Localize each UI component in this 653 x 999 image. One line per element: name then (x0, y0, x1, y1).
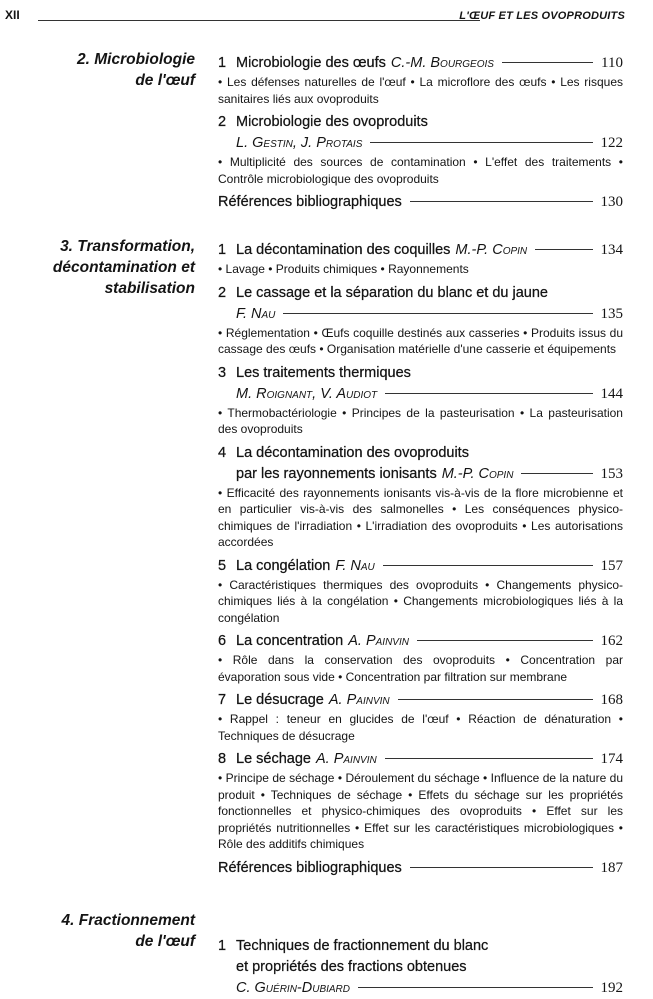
chapter-title: Le désucrage (236, 692, 324, 708)
page-ref: 122 (600, 135, 623, 151)
topic: Changements physico-chimiques liés à la congélation (218, 577, 624, 608)
chapter-list (218, 936, 623, 999)
topic: Lavage (225, 262, 265, 276)
topic: Efficacité des rayonnements ionisants vis-à-vis de la flore microbienne et en particulier vis-à-vis des salmonelles (218, 485, 623, 516)
dot-leader (398, 699, 593, 700)
chapter-title: Microbiologie des œufs (236, 55, 386, 71)
chapter-title: Techniques de fractionnement du blanc (236, 938, 489, 954)
section-title (62, 910, 196, 952)
page-ref: 110 (601, 55, 623, 71)
section-title-line: de l'œuf (135, 933, 195, 950)
chapter-author: A. Painvin (348, 633, 409, 649)
chapter-topics: • Multiplicité des sources de contamination • L'effet des traitements • Contrôle microbiologique des ovoproduits (218, 155, 624, 186)
chapter-entry[interactable] (218, 363, 623, 438)
topic: Changements microbiologiques liés à la congélation (218, 594, 623, 625)
chapter-number: 1 (218, 55, 227, 71)
chapter-number: 8 (218, 751, 227, 767)
chapter-topics: • Efficacité des rayonnements ionisants vis-à-vis de la flore microbienne et en particulier vis-à-vis des salmonelles • Les conséquences physico-chimiques de l'irradiation • L'irradiation des ovoproduits • Les autorisations accordées (218, 485, 623, 549)
chapter-title-line (218, 978, 623, 999)
chapter-topics: • Réglementation • Œufs coquille destinés aux casseries • Produits issus du cassage des œufs • Organisation matérielle d'une casserie et équipements (218, 325, 623, 356)
chapter-title-line (218, 112, 623, 133)
chapter-title-line (218, 690, 623, 711)
chapter-title-line (218, 443, 623, 464)
chapter-title: par les rayonnements ionisants (236, 465, 437, 482)
chapter-entry[interactable] (218, 283, 623, 358)
topic: Rôle dans la conservation des ovoproduits (232, 653, 496, 667)
chapter-topics: • Principe de séchage • Déroulement du séchage • Influence de la nature du produit • Techniques de séchage • Effets du séchage sur les propriétés fonctionnelles et physico-chimiques des ovoproduits • Effet sur les propriétés nutritionnelles • Effet sur les caractéristiques microbiologiques • Rôle des additifs chimiques (218, 771, 624, 851)
chapter-title-line (218, 384, 623, 405)
topic: Rôle des additifs chimiques (218, 837, 365, 851)
section-title-line: 3. Transformation, (60, 238, 195, 255)
topic: L'irradiation des ovoproduits (365, 518, 518, 533)
topic: Thermobactériologie (227, 405, 337, 420)
topic: Œufs coquille destinés aux casseries (321, 325, 520, 340)
chapter-entry[interactable] (218, 240, 623, 278)
dot-leader (385, 393, 592, 394)
topic: Effets du séchage sur les propriétés fonctionnelles et physico-chimiques des ovoproduits (218, 787, 624, 818)
chapter-entry[interactable] (218, 443, 623, 551)
topic: Effet sur les propriétés nutritionnelles (218, 804, 624, 835)
topic: Concentration par évaporation sous vide (218, 653, 623, 684)
page-ref: 130 (600, 194, 623, 210)
chapter-topics: • Caractéristiques thermiques des ovoproduits • Changements physico-chimiques liés à la congélation • Changements microbiologiques liés à la congélation (218, 577, 624, 625)
dot-leader (383, 565, 593, 566)
topic: Multiplicité des sources de contamination (229, 155, 466, 169)
page-ref: 162 (600, 633, 623, 649)
chapter-title-line (218, 363, 623, 384)
chapter-number: 6 (218, 633, 227, 649)
chapter-title: La concentration (236, 633, 344, 649)
chapter-number: 2 (218, 284, 227, 301)
topic: Techniques de séchage (270, 787, 403, 802)
chapter-title-line (218, 749, 623, 770)
chapter-entry[interactable] (218, 749, 623, 853)
dot-leader (370, 142, 592, 143)
chapter-topics: • Rappel : teneur en glucides de l'œuf • Réaction de dénaturation • Techniques de désucrage (218, 712, 623, 743)
dot-leader (385, 758, 593, 759)
chapter-title-line (218, 133, 623, 154)
chapter-title: Références bibliographiques (218, 859, 402, 876)
chapter-title-line (218, 192, 623, 213)
section-title-line: 4. Fractionnement (61, 912, 195, 929)
section-title-line: stabilisation (104, 280, 195, 297)
chapter-list (218, 240, 623, 883)
chapter-entry[interactable] (218, 936, 623, 999)
references-entry[interactable] (218, 858, 623, 879)
chapter-title: La décontamination des ovoproduits (236, 444, 469, 461)
page-ref: 153 (600, 465, 623, 482)
chapter-author: C. Guérin-Dubiard (236, 980, 351, 996)
chapter-title-line (218, 53, 623, 74)
topic: Les autorisations accordées (218, 518, 623, 549)
topic: Rappel : teneur en glucides de l'œuf (229, 712, 449, 726)
topic: Rayonnements (388, 262, 469, 276)
chapter-entry[interactable] (218, 53, 623, 107)
dot-leader (410, 201, 593, 202)
dot-leader (502, 62, 593, 63)
chapter-author: A. Painvin (315, 751, 377, 767)
chapter-title: et propriétés des fractions obtenues (236, 959, 467, 975)
page-ref: 174 (600, 751, 623, 767)
chapter-entry[interactable] (218, 690, 623, 744)
chapter-number: 3 (218, 364, 227, 381)
topic: La pasteurisation des ovoproduits (218, 405, 623, 436)
page-ref: 135 (600, 305, 623, 322)
chapter-title: Microbiologie des ovoproduits (236, 114, 428, 130)
chapter-author: A. Painvin (328, 692, 390, 708)
chapter-author: C.-M. Bourgeois (390, 55, 494, 71)
chapter-number: 1 (218, 242, 227, 258)
dot-leader (358, 987, 592, 988)
topic: Organisation matérielle d'une casserie et équipements (326, 342, 617, 356)
chapter-topics: • Thermobactériologie • Principes de la pasteurisation • La pasteurisation des ovoproduits (218, 405, 623, 436)
chapter-title: Le cassage et la séparation du blanc et du jaune (236, 284, 548, 301)
chapter-title-line (218, 556, 623, 577)
chapter-entry[interactable] (218, 556, 623, 627)
page-ref: 157 (600, 557, 623, 574)
topic: Produits issus du cassage des œufs (218, 325, 623, 356)
page-ref: 144 (600, 385, 623, 402)
topic: Effet sur les caractéristiques microbiologiques (364, 820, 614, 835)
chapter-title-line (218, 957, 623, 978)
section-title-line: 2. Microbiologie (77, 51, 195, 68)
chapter-title: Le séchage (236, 751, 311, 767)
page-number: XII (5, 8, 20, 22)
running-title: L'ŒUF ET LES OVOPRODUITS (459, 10, 625, 22)
chapter-author: F. Nau (236, 305, 276, 322)
dot-leader (417, 640, 593, 641)
topic: Les conséquences physico-chimiques de l'irradiation (218, 502, 623, 533)
dot-leader (521, 473, 592, 474)
chapter-entry[interactable] (218, 631, 623, 685)
topic: Caractéristiques thermiques des ovoproduits (229, 577, 479, 592)
topic: Les défenses naturelles de l'œuf (226, 75, 406, 89)
section-title (53, 236, 195, 299)
section-title-line: décontamination et (52, 259, 195, 276)
topic: Techniques de désucrage (218, 728, 355, 743)
topic: Principes de la pasteurisation (351, 405, 515, 420)
topic: L'effet des traitements (485, 155, 612, 169)
chapter-number: 1 (218, 938, 227, 954)
chapter-title: Les traitements thermiques (236, 364, 411, 381)
topic: Déroulement du séchage (345, 771, 480, 785)
dot-leader (535, 249, 592, 250)
topic: Concentration par filtration sur membrane (345, 669, 568, 684)
chapter-title-line (218, 464, 623, 485)
chapter-title-line (218, 283, 623, 304)
chapter-number: 2 (218, 114, 227, 130)
chapter-title: Références bibliographiques (218, 194, 402, 210)
header-rule (38, 20, 480, 21)
dot-leader (410, 867, 593, 868)
topic: Produits chimiques (275, 262, 378, 276)
dot-leader (283, 313, 592, 314)
topic: La microflore des œufs (419, 75, 547, 89)
chapter-title-line (218, 240, 623, 261)
chapter-author: M. Roignant, V. Audiot (236, 385, 378, 402)
section-title (77, 49, 195, 91)
page-ref: 168 (600, 692, 623, 708)
page-ref: 187 (600, 859, 623, 876)
chapter-topics: • Lavage • Produits chimiques • Rayonnements (218, 262, 469, 276)
chapter-title-line (218, 858, 623, 879)
chapter-author: L. Gestin, J. Protais (236, 135, 363, 151)
chapter-title-line (218, 631, 623, 652)
chapter-entry[interactable] (218, 112, 623, 187)
chapter-author: M.-P. Copin (455, 242, 528, 258)
chapter-topics: • Les défenses naturelles de l'œuf • La microflore des œufs • Les risques sanitaires liés aux ovoproduits (218, 75, 623, 106)
topic: Réglementation (225, 325, 310, 340)
chapter-title: La décontamination des coquilles (236, 242, 451, 258)
topic: Les risques sanitaires liés aux ovoproduits (218, 75, 623, 106)
page-ref: 192 (600, 980, 623, 996)
page-ref: 134 (600, 242, 623, 258)
chapter-title-line (218, 304, 623, 325)
topic: Réaction de dénaturation (468, 712, 612, 726)
topic: Influence de la nature du produit (218, 771, 623, 802)
topic: Principe de séchage (225, 771, 335, 785)
references-entry[interactable] (218, 192, 623, 213)
chapter-author: F. Nau (335, 557, 375, 574)
chapter-number: 5 (218, 557, 227, 574)
topic: Contrôle microbiologique des ovoproduits (218, 171, 439, 186)
chapter-number: 7 (218, 692, 227, 708)
chapter-title-line (218, 936, 623, 957)
chapter-author: M.-P. Copin (441, 465, 514, 482)
section-title-line: de l'œuf (135, 72, 195, 89)
chapter-title: La congélation (236, 557, 331, 574)
chapter-list (218, 53, 623, 217)
chapter-topics: • Rôle dans la conservation des ovoproduits • Concentration par évaporation sous vide • Concentration par filtration sur membrane (218, 653, 623, 684)
chapter-number: 4 (218, 444, 227, 461)
